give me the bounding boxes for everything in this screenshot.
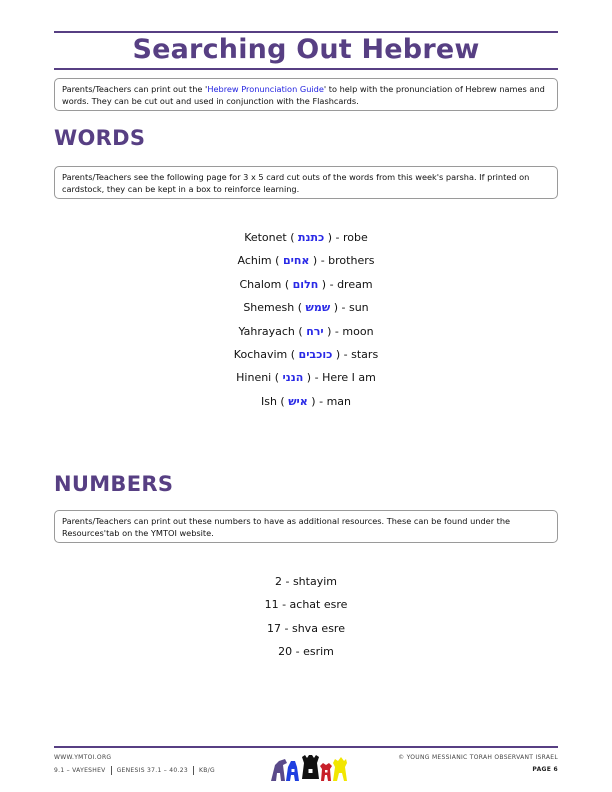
numbers-heading: NUMBERS	[54, 472, 174, 496]
footer-copyright: © YOUNG MESSIANIC TORAH OBSERVANT ISRAEL	[398, 754, 558, 761]
numbers-note: Parents/Teachers can print out these numbers to have as additional resources. These can be found under the Resources'tab on the YMTOI website.	[54, 510, 558, 543]
title-underline-rule	[54, 68, 558, 70]
words-note: Parents/Teachers see the following page for 3 x 5 card cut outs of the words from this week's parsha. If printed on cardstock, they can be kept in a box to reinforce learning.	[54, 166, 558, 199]
word-item: Yahrayach ( ירח ) - moon	[238, 324, 374, 338]
divider	[193, 766, 194, 775]
number-item: 17 - shva esre	[267, 621, 345, 635]
word-item: Ketonet ( כתנת ) - robe	[244, 231, 368, 244]
word-item: Ish ( איש ) - man	[260, 394, 352, 408]
footer-lesson-info	[54, 766, 215, 775]
intro-note	[54, 78, 558, 111]
word-item: Achim ( אחים ) - brothers	[237, 254, 375, 268]
number-item: 11 - achat esre	[264, 598, 348, 612]
footer-left	[54, 754, 215, 775]
footer-rule	[54, 746, 558, 748]
words-heading: WORDS	[54, 126, 146, 150]
page-title: Searching Out Hebrew	[132, 34, 480, 65]
number-item: 2 - shtayim	[274, 575, 337, 588]
intro-note-text: Parents/Teachers can print out the '	[62, 84, 208, 94]
footer-level: KB/G	[198, 767, 215, 774]
footer-lesson: 9.1 – VAYESHEV	[54, 767, 106, 774]
number-item: 20 - esrim	[278, 645, 334, 659]
pronunciation-guide-link[interactable]: Hebrew Pronunciation Guide	[207, 84, 324, 94]
words-list	[0, 226, 612, 413]
page-number: PAGE 6	[532, 766, 558, 773]
intro-note-text-end: ' to help with the pronunciation of Hebrew names and words. They can be cut out and used in conjunction with the Flashcards.	[62, 84, 545, 106]
footer-website[interactable]: WWW.YMTOI.ORG	[54, 754, 112, 761]
divider	[111, 766, 112, 775]
word-item: Hineni ( הנני ) - Here I am	[236, 371, 376, 385]
word-item: Shemesh ( שמש ) - sun	[243, 301, 369, 315]
footer-scripture: GENESIS 37.1 – 40.23	[116, 767, 188, 774]
footer-right	[398, 754, 558, 774]
numbers-list	[0, 570, 612, 664]
ymtoi-logo-icon	[269, 753, 351, 783]
word-item: Chalom ( חלום ) - dream	[239, 277, 373, 291]
word-item: Kochavim ( כוכבים ) - stars	[233, 348, 379, 362]
